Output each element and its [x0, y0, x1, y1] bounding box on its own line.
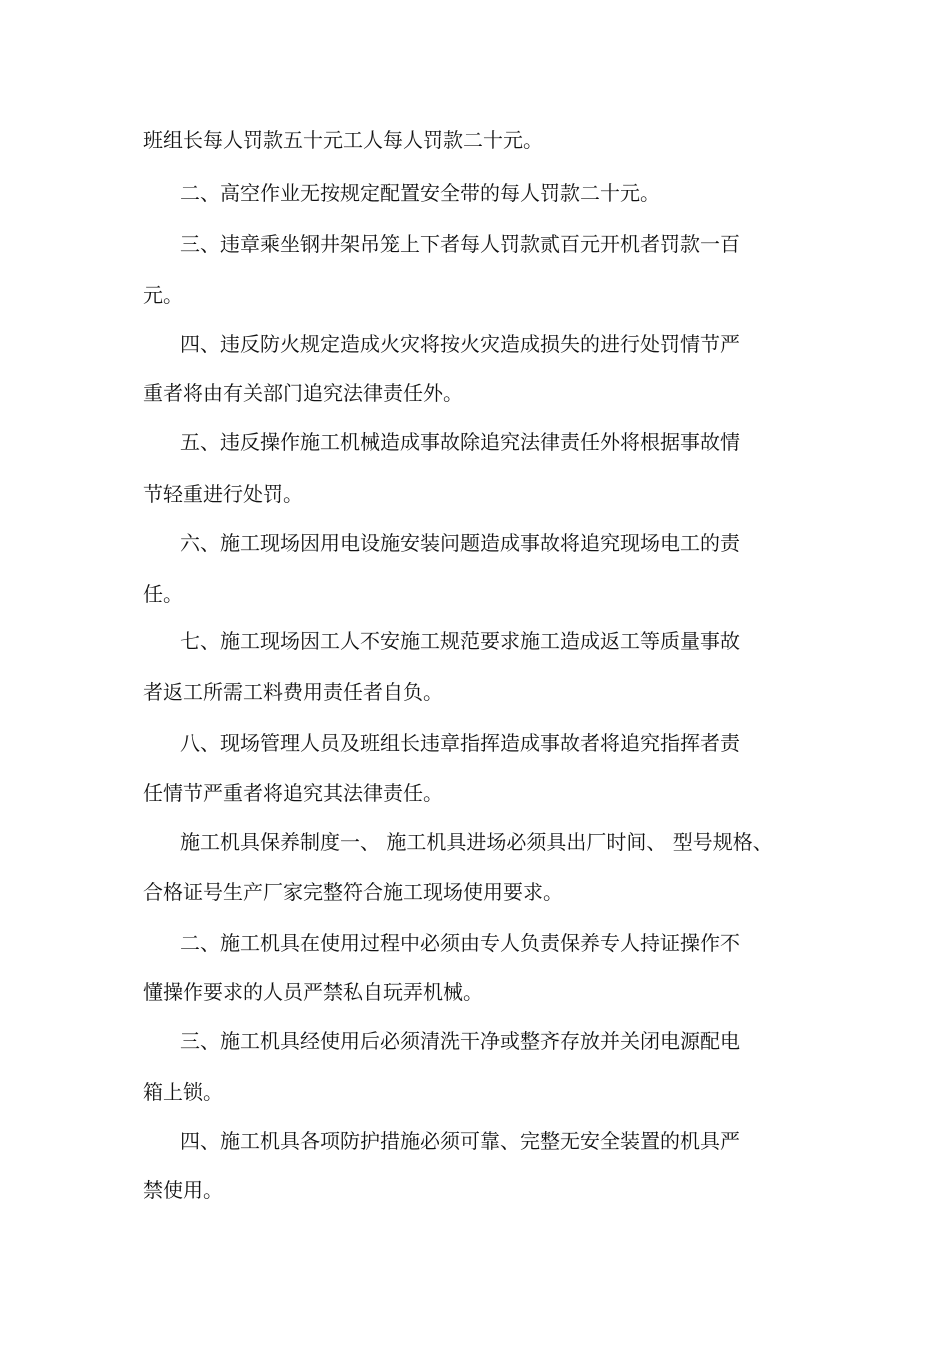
text-line-5: 四、违反防火规定造成火灾将按火灾造成损失的进行处罚情节严	[180, 332, 740, 356]
text-line-18: 懂操作要求的人员严禁私自玩弄机械。	[143, 980, 483, 1004]
text-line-7: 五、违反操作施工机械造成事故除追究法律责任外将根据事故情	[180, 430, 740, 454]
text-line-8: 节轻重进行处罚。	[143, 482, 303, 506]
text-line-9: 六、施工现场因用电设施安装问题造成事故将追究现场电工的责	[180, 531, 740, 555]
text-line-22: 禁使用。	[143, 1178, 223, 1202]
text-line-6: 重者将由有关部门追究法律责任外。	[143, 381, 463, 405]
text-line-20: 箱上锁。	[143, 1080, 223, 1104]
text-line-14: 任情节严重者将追究其法律责任。	[143, 781, 443, 805]
text-line-21: 四、施工机具各项防护措施必须可靠、完整无安全装置的机具严	[180, 1129, 740, 1153]
text-line-2: 二、高空作业无按规定配置安全带的每人罚款二十元。	[180, 181, 660, 205]
text-line-17: 二、施工机具在使用过程中必须由专人负责保养专人持证操作不	[180, 931, 740, 955]
text-line-3: 三、违章乘坐钢井架吊笼上下者每人罚款贰百元开机者罚款一百	[180, 232, 740, 256]
text-line-1: 班组长每人罚款五十元工人每人罚款二十元。	[143, 128, 543, 152]
text-line-13: 八、现场管理人员及班组长违章指挥造成事故者将追究指挥者责	[180, 731, 740, 755]
text-line-15: 施工机具保养制度一、 施工机具进场必须具出厂时间、 型号规格、	[180, 830, 773, 854]
text-line-19: 三、施工机具经使用后必须清洗干净或整齐存放并关闭电源配电	[180, 1029, 740, 1053]
text-line-4: 元。	[143, 283, 183, 307]
text-line-12: 者返工所需工料费用责任者自负。	[143, 680, 443, 704]
text-line-11: 七、施工现场因工人不安施工规范要求施工造成返工等质量事故	[180, 629, 740, 653]
text-line-16: 合格证号生产厂家完整符合施工现场使用要求。	[143, 880, 563, 904]
text-line-10: 任。	[143, 582, 183, 606]
